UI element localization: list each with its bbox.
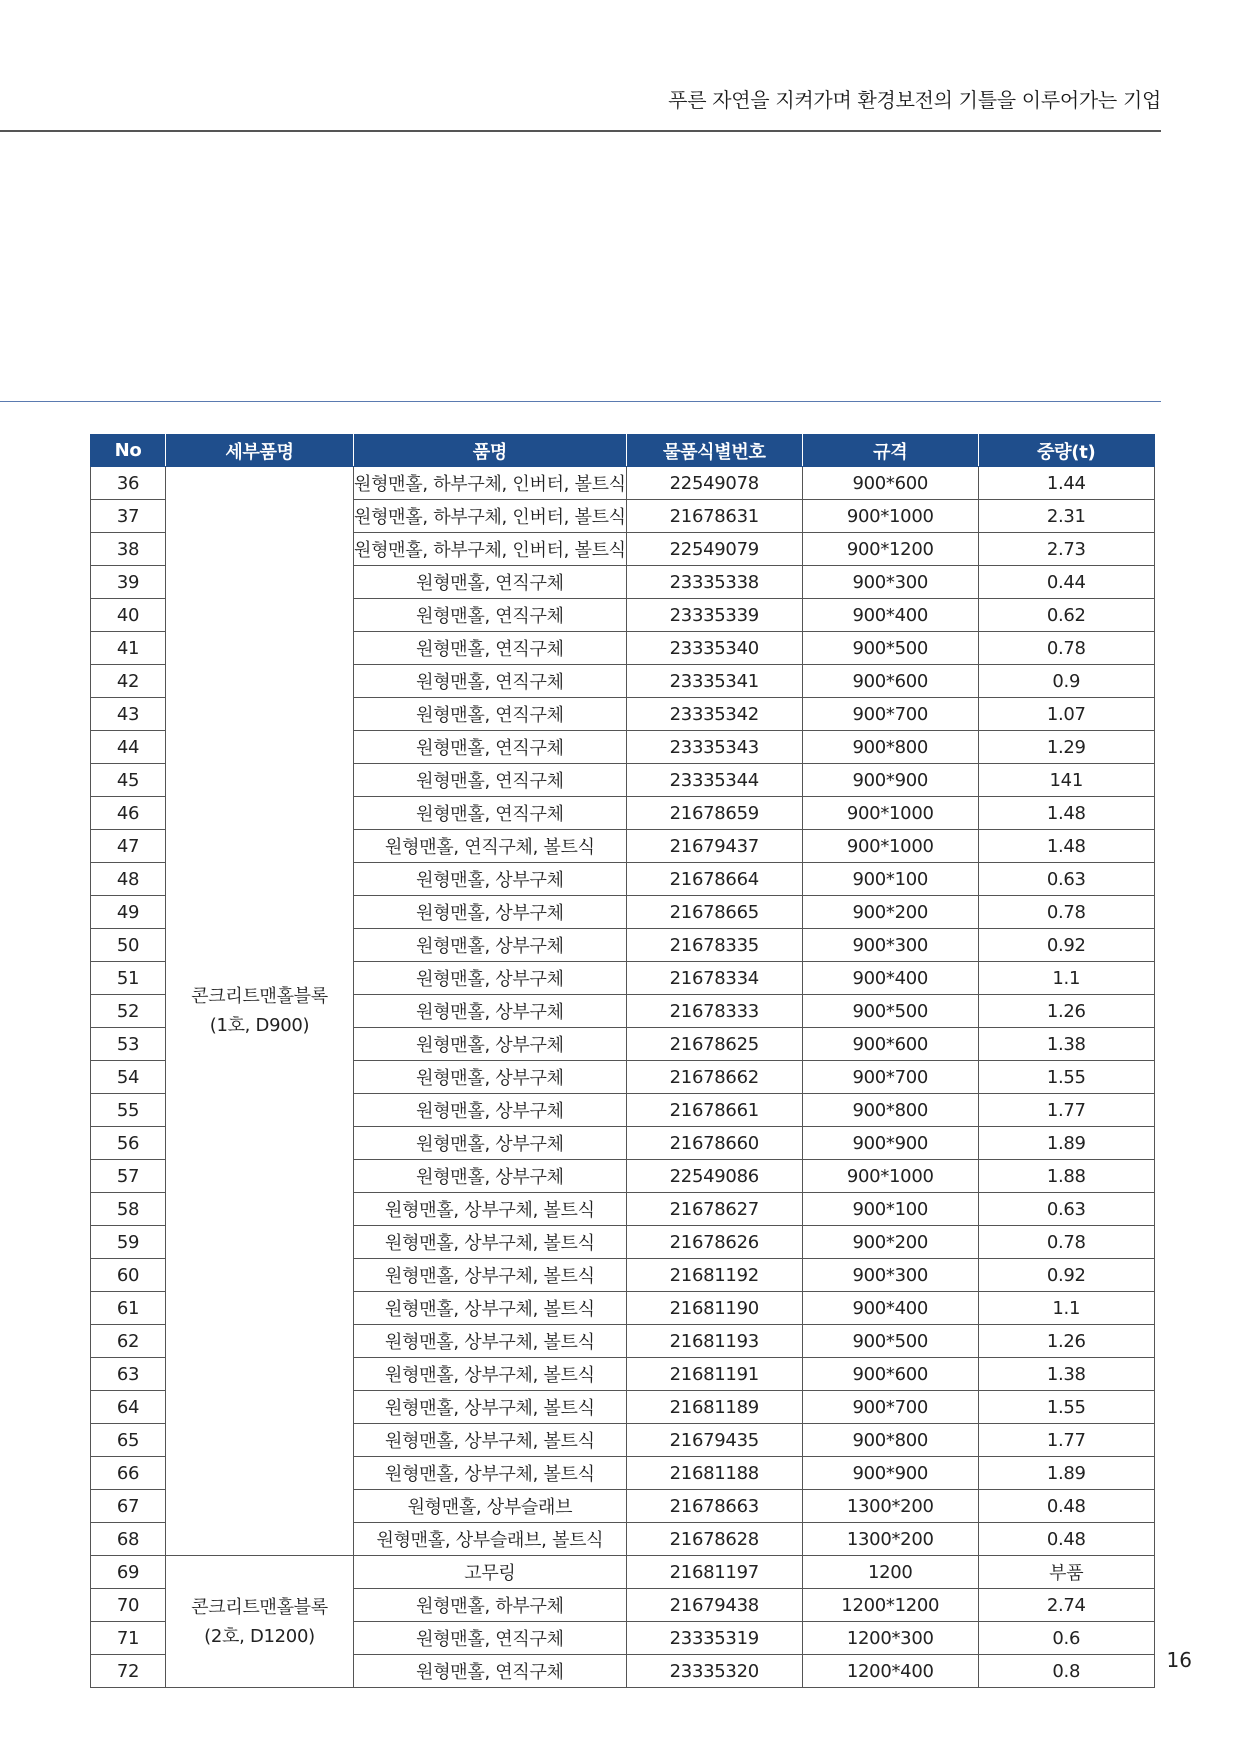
cell-row-no: 61	[91, 1292, 166, 1325]
cell-row-no: 50	[91, 929, 166, 962]
product-spec-table	[90, 434, 1155, 1688]
cell-product-name: 원형맨홀, 연직구체	[354, 731, 627, 764]
cell-weight: 0.63	[978, 1193, 1154, 1226]
cell-row-no: 70	[91, 1589, 166, 1622]
cell-spec: 900*800	[802, 731, 978, 764]
cell-item-id: 21678665	[626, 896, 802, 929]
cell-item-id: 21678660	[626, 1127, 802, 1160]
cell-item-id: 23335319	[626, 1622, 802, 1655]
group-detail-name	[166, 1556, 354, 1688]
cell-row-no: 36	[91, 467, 166, 500]
cell-item-id: 21681190	[626, 1292, 802, 1325]
table-row	[91, 1556, 1155, 1589]
cell-row-no: 64	[91, 1391, 166, 1424]
cell-spec: 900*700	[802, 1391, 978, 1424]
cell-row-no: 53	[91, 1028, 166, 1061]
cell-spec: 900*700	[802, 698, 978, 731]
cell-product-name: 고무링	[354, 1556, 627, 1589]
cell-weight: 0.6	[978, 1622, 1154, 1655]
cell-row-no: 60	[91, 1259, 166, 1292]
cell-item-id: 21681192	[626, 1259, 802, 1292]
cell-row-no: 51	[91, 962, 166, 995]
cell-spec: 900*900	[802, 1457, 978, 1490]
cell-row-no: 48	[91, 863, 166, 896]
column-header-spec: 규격	[802, 435, 978, 467]
cell-product-name: 원형맨홀, 연직구체	[354, 1655, 627, 1688]
cell-item-id: 23335341	[626, 665, 802, 698]
cell-weight: 1.48	[978, 797, 1154, 830]
cell-spec: 900*400	[802, 1292, 978, 1325]
cell-spec: 900*1000	[802, 797, 978, 830]
cell-product-name: 원형맨홀, 연직구체	[354, 632, 627, 665]
cell-row-no: 69	[91, 1556, 166, 1589]
cell-item-id: 23335338	[626, 566, 802, 599]
cell-spec: 900*600	[802, 467, 978, 500]
cell-weight: 부품	[978, 1556, 1154, 1589]
column-header-no: No	[91, 435, 166, 467]
cell-spec: 900*600	[802, 1028, 978, 1061]
cell-item-id: 23335339	[626, 599, 802, 632]
cell-row-no: 62	[91, 1325, 166, 1358]
cell-spec: 900*1200	[802, 533, 978, 566]
cell-spec: 900*500	[802, 1325, 978, 1358]
cell-weight: 1.1	[978, 1292, 1154, 1325]
group-name-line2: (1호, D900)	[209, 1015, 310, 1036]
header-tagline: 푸른 자연을 지켜가며 환경보전의 기틀을 이루어가는 기업	[668, 88, 1161, 112]
cell-weight: 0.44	[978, 566, 1154, 599]
cell-item-id: 21678625	[626, 1028, 802, 1061]
cell-row-no: 38	[91, 533, 166, 566]
header-divider	[0, 130, 1161, 132]
cell-product-name: 원형맨홀, 연직구체	[354, 665, 627, 698]
cell-spec: 1200*1200	[802, 1589, 978, 1622]
cell-product-name: 원형맨홀, 상부구체, 볼트식	[354, 1391, 627, 1424]
cell-item-id: 22549086	[626, 1160, 802, 1193]
cell-weight: 0.48	[978, 1523, 1154, 1556]
cell-row-no: 54	[91, 1061, 166, 1094]
cell-row-no: 44	[91, 731, 166, 764]
cell-spec: 900*300	[802, 1259, 978, 1292]
cell-spec: 1300*200	[802, 1490, 978, 1523]
cell-spec: 900*400	[802, 962, 978, 995]
cell-item-id: 21681193	[626, 1325, 802, 1358]
cell-weight: 0.78	[978, 1226, 1154, 1259]
cell-item-id: 21678626	[626, 1226, 802, 1259]
cell-item-id: 21681188	[626, 1457, 802, 1490]
cell-spec: 900*1000	[802, 1160, 978, 1193]
cell-item-id: 21678631	[626, 500, 802, 533]
cell-item-id: 22549079	[626, 533, 802, 566]
cell-product-name: 원형맨홀, 하부구체	[354, 1589, 627, 1622]
cell-weight: 1.44	[978, 467, 1154, 500]
cell-item-id: 21678663	[626, 1490, 802, 1523]
cell-row-no: 37	[91, 500, 166, 533]
cell-row-no: 68	[91, 1523, 166, 1556]
cell-row-no: 65	[91, 1424, 166, 1457]
cell-weight: 0.62	[978, 599, 1154, 632]
cell-row-no: 72	[91, 1655, 166, 1688]
cell-weight: 0.8	[978, 1655, 1154, 1688]
cell-item-id: 21678659	[626, 797, 802, 830]
cell-spec: 900*500	[802, 995, 978, 1028]
cell-weight: 1.38	[978, 1358, 1154, 1391]
cell-product-name: 원형맨홀, 상부슬래브, 볼트식	[354, 1523, 627, 1556]
cell-spec: 900*300	[802, 566, 978, 599]
section-divider	[0, 401, 1161, 402]
table-header-row	[91, 435, 1155, 467]
cell-item-id: 23335343	[626, 731, 802, 764]
cell-product-name: 원형맨홀, 상부구체, 볼트식	[354, 1193, 627, 1226]
cell-weight: 1.26	[978, 995, 1154, 1028]
cell-spec: 900*300	[802, 929, 978, 962]
cell-weight: 0.9	[978, 665, 1154, 698]
cell-product-name: 원형맨홀, 연직구체, 볼트식	[354, 830, 627, 863]
cell-product-name: 원형맨홀, 상부구체	[354, 863, 627, 896]
cell-spec: 900*400	[802, 599, 978, 632]
cell-weight: 1.26	[978, 1325, 1154, 1358]
cell-item-id: 21681197	[626, 1556, 802, 1589]
cell-product-name: 원형맨홀, 하부구체, 인버터, 볼트식	[354, 533, 627, 566]
cell-item-id: 21678662	[626, 1061, 802, 1094]
cell-item-id: 21679435	[626, 1424, 802, 1457]
cell-spec: 900*200	[802, 1226, 978, 1259]
cell-item-id: 23335340	[626, 632, 802, 665]
cell-weight: 0.63	[978, 863, 1154, 896]
cell-product-name: 원형맨홀, 하부구체, 인버터, 볼트식	[354, 467, 627, 500]
cell-weight: 1.38	[978, 1028, 1154, 1061]
cell-product-name: 원형맨홀, 연직구체	[354, 797, 627, 830]
cell-item-id: 21678664	[626, 863, 802, 896]
cell-product-name: 원형맨홀, 상부구체	[354, 1094, 627, 1127]
cell-spec: 900*700	[802, 1061, 978, 1094]
cell-weight: 1.89	[978, 1457, 1154, 1490]
cell-row-no: 40	[91, 599, 166, 632]
cell-row-no: 67	[91, 1490, 166, 1523]
cell-spec: 900*500	[802, 632, 978, 665]
cell-item-id: 23335342	[626, 698, 802, 731]
cell-spec: 900*900	[802, 1127, 978, 1160]
cell-weight: 1.1	[978, 962, 1154, 995]
cell-product-name: 원형맨홀, 연직구체	[354, 764, 627, 797]
cell-row-no: 66	[91, 1457, 166, 1490]
group-name-line1: 콘크리트맨홀블록	[191, 986, 328, 1007]
column-header-detail-name: 세부품명	[166, 435, 354, 467]
cell-product-name: 원형맨홀, 상부구체, 볼트식	[354, 1259, 627, 1292]
cell-item-id: 21678333	[626, 995, 802, 1028]
cell-spec: 900*1000	[802, 500, 978, 533]
group-name-line1: 콘크리트맨홀블록	[191, 1596, 328, 1618]
cell-item-id: 21681191	[626, 1358, 802, 1391]
cell-product-name: 원형맨홀, 하부구체, 인버터, 볼트식	[354, 500, 627, 533]
cell-row-no: 47	[91, 830, 166, 863]
cell-row-no: 52	[91, 995, 166, 1028]
cell-weight: 0.78	[978, 896, 1154, 929]
cell-spec: 1300*200	[802, 1523, 978, 1556]
cell-product-name: 원형맨홀, 상부구체	[354, 1028, 627, 1061]
cell-row-no: 57	[91, 1160, 166, 1193]
cell-item-id: 21679437	[626, 830, 802, 863]
cell-weight: 0.92	[978, 929, 1154, 962]
cell-spec: 900*600	[802, 1358, 978, 1391]
cell-spec: 1200*300	[802, 1622, 978, 1655]
cell-product-name: 원형맨홀, 상부슬래브	[354, 1490, 627, 1523]
cell-weight: 0.48	[978, 1490, 1154, 1523]
cell-product-name: 원형맨홀, 상부구체	[354, 1160, 627, 1193]
cell-item-id: 23335344	[626, 764, 802, 797]
cell-item-id: 23335320	[626, 1655, 802, 1688]
cell-item-id: 21678628	[626, 1523, 802, 1556]
cell-spec: 1200	[802, 1556, 978, 1589]
cell-spec: 900*1000	[802, 830, 978, 863]
cell-spec: 900*900	[802, 764, 978, 797]
cell-weight: 1.55	[978, 1061, 1154, 1094]
cell-product-name: 원형맨홀, 상부구체, 볼트식	[354, 1292, 627, 1325]
cell-weight: 1.07	[978, 698, 1154, 731]
cell-weight: 1.77	[978, 1094, 1154, 1127]
cell-weight: 141	[978, 764, 1154, 797]
table-row	[91, 467, 1155, 500]
cell-product-name: 원형맨홀, 상부구체, 볼트식	[354, 1457, 627, 1490]
cell-row-no: 59	[91, 1226, 166, 1259]
column-header-product-name: 품명	[354, 435, 627, 467]
cell-weight: 1.29	[978, 731, 1154, 764]
cell-product-name: 원형맨홀, 상부구체, 볼트식	[354, 1358, 627, 1391]
page-number: 16	[1166, 1648, 1192, 1672]
cell-product-name: 원형맨홀, 상부구체	[354, 929, 627, 962]
cell-row-no: 58	[91, 1193, 166, 1226]
cell-weight: 1.55	[978, 1391, 1154, 1424]
cell-row-no: 39	[91, 566, 166, 599]
cell-row-no: 41	[91, 632, 166, 665]
cell-spec: 900*100	[802, 1193, 978, 1226]
cell-weight: 1.88	[978, 1160, 1154, 1193]
cell-weight: 2.31	[978, 500, 1154, 533]
cell-spec: 900*800	[802, 1094, 978, 1127]
cell-item-id: 21678661	[626, 1094, 802, 1127]
cell-weight: 2.74	[978, 1589, 1154, 1622]
cell-spec: 900*600	[802, 665, 978, 698]
cell-product-name: 원형맨홀, 상부구체, 볼트식	[354, 1226, 627, 1259]
cell-item-id: 21678334	[626, 962, 802, 995]
cell-product-name: 원형맨홀, 상부구체	[354, 962, 627, 995]
column-header-weight: 중량(t)	[978, 435, 1154, 467]
cell-weight: 1.89	[978, 1127, 1154, 1160]
cell-product-name: 원형맨홀, 연직구체	[354, 566, 627, 599]
cell-spec: 1200*400	[802, 1655, 978, 1688]
cell-weight: 0.78	[978, 632, 1154, 665]
cell-weight: 2.73	[978, 533, 1154, 566]
cell-spec: 900*100	[802, 863, 978, 896]
cell-product-name: 원형맨홀, 상부구체	[354, 995, 627, 1028]
cell-row-no: 56	[91, 1127, 166, 1160]
cell-item-id: 21678335	[626, 929, 802, 962]
cell-row-no: 42	[91, 665, 166, 698]
cell-row-no: 46	[91, 797, 166, 830]
cell-product-name: 원형맨홀, 상부구체, 볼트식	[354, 1424, 627, 1457]
cell-row-no: 49	[91, 896, 166, 929]
cell-product-name: 원형맨홀, 연직구체	[354, 1622, 627, 1655]
group-detail-name	[166, 467, 354, 1556]
column-header-item-id: 물품식별번호	[626, 435, 802, 467]
cell-spec: 900*800	[802, 1424, 978, 1457]
cell-product-name: 원형맨홀, 연직구체	[354, 599, 627, 632]
cell-product-name: 원형맨홀, 상부구체, 볼트식	[354, 1325, 627, 1358]
cell-weight: 1.77	[978, 1424, 1154, 1457]
cell-product-name: 원형맨홀, 연직구체	[354, 698, 627, 731]
group-name-line2: (2호, D1200)	[204, 1625, 315, 1647]
cell-row-no: 55	[91, 1094, 166, 1127]
cell-weight: 1.48	[978, 830, 1154, 863]
cell-item-id: 21678627	[626, 1193, 802, 1226]
cell-product-name: 원형맨홀, 상부구체	[354, 1127, 627, 1160]
cell-item-id: 21679438	[626, 1589, 802, 1622]
cell-item-id: 21681189	[626, 1391, 802, 1424]
cell-product-name: 원형맨홀, 상부구체	[354, 896, 627, 929]
cell-row-no: 71	[91, 1622, 166, 1655]
cell-row-no: 43	[91, 698, 166, 731]
cell-product-name: 원형맨홀, 상부구체	[354, 1061, 627, 1094]
cell-row-no: 63	[91, 1358, 166, 1391]
table-body	[91, 467, 1155, 1688]
cell-spec: 900*200	[802, 896, 978, 929]
cell-weight: 0.92	[978, 1259, 1154, 1292]
cell-item-id: 22549078	[626, 467, 802, 500]
cell-row-no: 45	[91, 764, 166, 797]
